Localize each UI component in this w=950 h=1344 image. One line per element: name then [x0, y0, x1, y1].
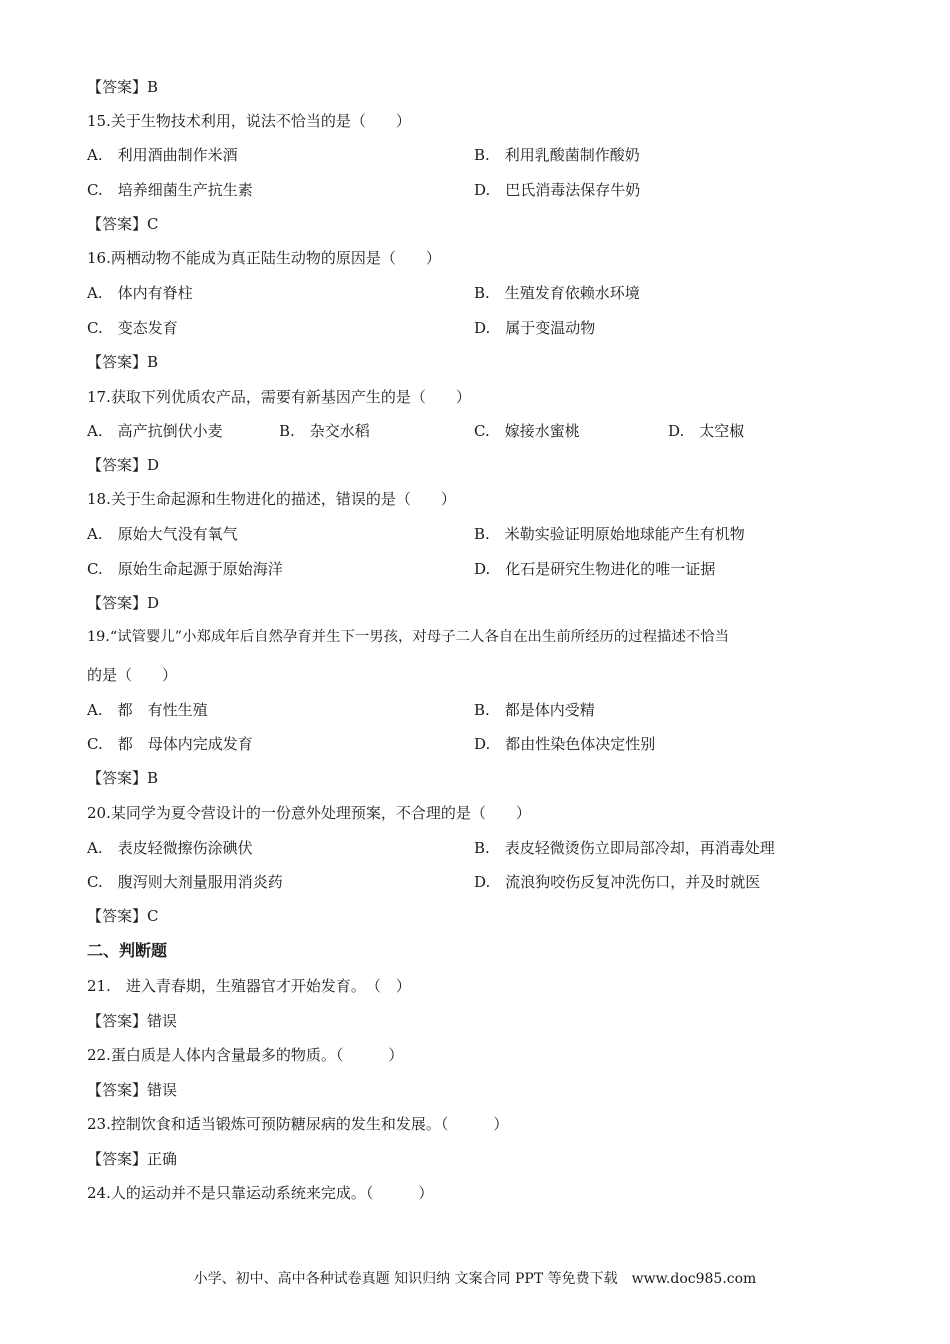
question-16: 16.两栖动物不能成为真正陆生动物的原因是（ ） — [87, 249, 441, 267]
answer-16: 【答案】B — [87, 353, 159, 371]
question-15-option-c: C. 培养细菌生产抗生素 — [87, 181, 253, 199]
question-15: 15.关于生物技术利用，说法不恰当的是（ ） — [87, 112, 411, 130]
question-18-option-d: D. 化石是研究生物进化的唯一证据 — [474, 560, 716, 578]
question-16-option-d: D. 属于变温动物 — [474, 319, 596, 337]
question-17: 17.获取下列优质农产品，需要有新基因产生的是（ ） — [87, 388, 471, 406]
answer-17: 【答案】D — [87, 456, 160, 474]
answer-22: 【答案】错误 — [87, 1081, 178, 1099]
question-20: 20.某同学为夏令营设计的一份意外处理预案，不合理的是（ ） — [87, 804, 531, 822]
question-19-option-c: C. 都 母体内完成发育 — [87, 735, 253, 753]
question-20-option-a: A. 表皮轻微擦伤涂碘伏 — [87, 839, 253, 857]
question-21: 21. 进入青春期，生殖器官才开始发育。 （ ） — [87, 977, 411, 995]
question-17-option-c: C. 嫁接水蜜桃 — [474, 422, 580, 440]
answer-20: 【答案】C — [87, 907, 159, 925]
answer-23: 【答案】正确 — [87, 1150, 178, 1168]
question-20-option-b: B. 表皮轻微烫伤立即局部冷却，再消毒处理 — [474, 839, 775, 857]
question-18: 18.关于生命起源和生物进化的描述，错误的是（ ） — [87, 490, 456, 508]
question-17-option-b: B. 杂交水稻 — [279, 422, 370, 440]
question-24: 24.人的运动并不是只靠运动系统来完成。（ ） — [87, 1184, 434, 1202]
question-22: 22.蛋白质是人体内含量最多的物质。（ ） — [87, 1046, 404, 1064]
question-18-option-a: A. 原始大气没有氧气 — [87, 525, 238, 543]
question-19-option-b: B. 都是体内受精 — [474, 701, 595, 719]
section-heading-true-false: 二、判断题 — [87, 941, 168, 960]
question-18-option-b: B. 米勒实验证明原始地球能产生有机物 — [474, 525, 745, 543]
question-18-option-c: C. 原始生命起源于原始海洋 — [87, 560, 283, 578]
question-17-option-d: D. 太空椒 — [668, 422, 745, 440]
answer-21: 【答案】错误 — [87, 1012, 178, 1030]
question-20-option-d: D. 流浪狗咬伤反复冲洗伤口，并及时就医 — [474, 873, 761, 891]
answer-18: 【答案】D — [87, 594, 160, 612]
question-16-option-b: B. 生殖发育依赖水环境 — [474, 284, 640, 302]
question-19-option-a: A. 都 有性生殖 — [87, 701, 208, 719]
question-19-line-2: 的是（ ） — [87, 666, 178, 684]
question-15-option-b: B. 利用乳酸菌制作酸奶 — [474, 146, 640, 164]
answer-15: 【答案】C — [87, 215, 159, 233]
question-15-option-d: D. 巴氏消毒法保存牛奶 — [474, 181, 641, 199]
question-19-line-1: 19.“试管婴儿”小郑成年后自然孕育并生下一男孩，对母子二人各自在出生前所经历的过程描述不恰当 — [87, 629, 730, 645]
question-15-option-a: A. 利用酒曲制作米酒 — [87, 146, 238, 164]
question-16-option-c: C. 变态发育 — [87, 319, 178, 337]
question-17-option-a: A. 高产抗倒伏小麦 — [87, 422, 223, 440]
answer-14: 【答案】B — [87, 78, 159, 96]
question-19-option-d: D. 都由性染色体决定性别 — [474, 735, 656, 753]
page-footer: 小学、初中、高中各种试卷真题 知识归纳 文案合同 PPT 等免费下载 www.doc985.com — [193, 1271, 757, 1287]
question-16-option-a: A. 体内有脊柱 — [87, 284, 193, 302]
answer-19: 【答案】B — [87, 769, 159, 787]
question-20-option-c: C. 腹泻则大剂量服用消炎药 — [87, 873, 283, 891]
question-23: 23.控制饮食和适当锻炼可预防糖尿病的发生和发展。（ ） — [87, 1115, 509, 1133]
